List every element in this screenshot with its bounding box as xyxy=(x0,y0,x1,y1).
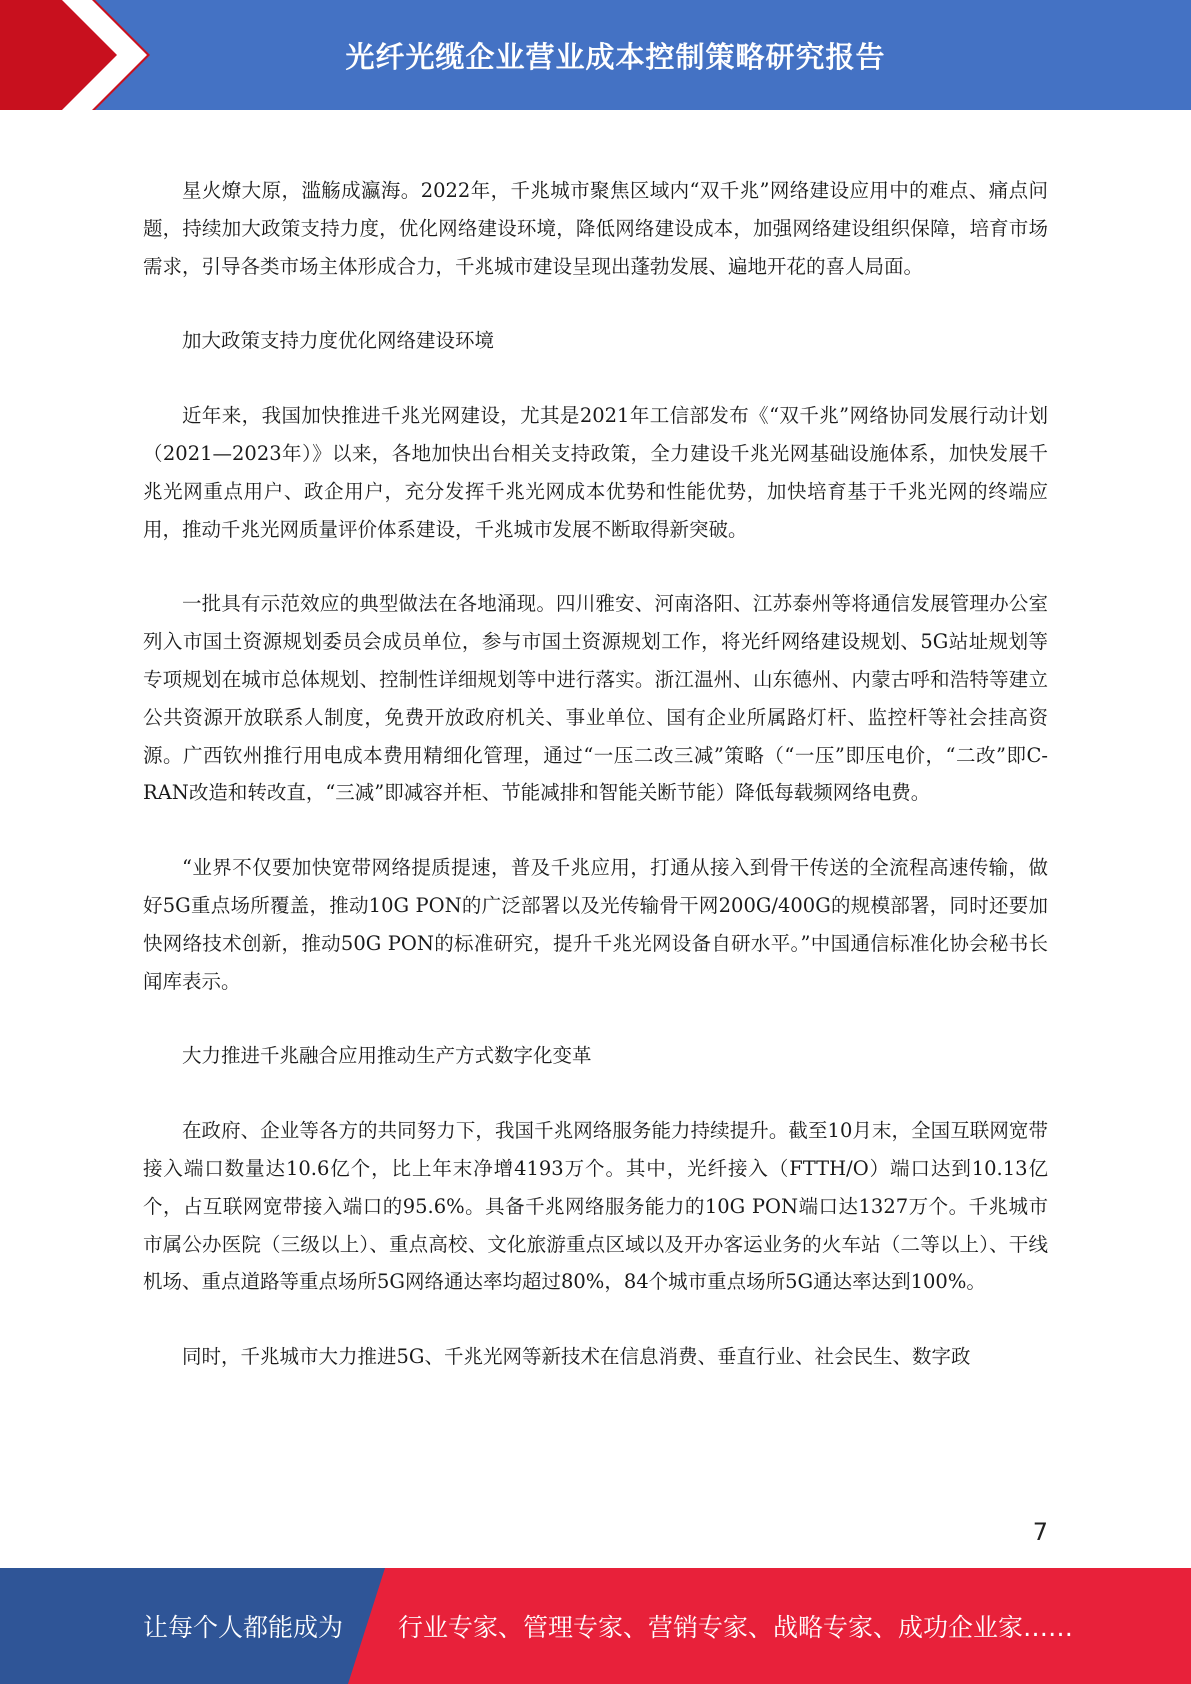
paragraph: 星火燎大原，滥觞成瀛海。2022年，千兆城市聚焦区域内“双千兆”网络建设应用中的难点、痛点问题，持续加大政策支持力度，优化网络建设环境，降低网络建设成本，加强网络建设组织保障，培育市场需求，引导各类市场主体形成合力，千兆城市建设呈现出蓬勃发展、遍地开花的喜人局面。 xyxy=(143,179,1048,278)
report-title: 光纤光缆企业营业成本控制策略研究报告 xyxy=(345,39,886,74)
paragraph: 在政府、企业等各方的共同努力下，我国千兆网络服务能力持续提升。截至10月末，全国互联网宽带接入端口数量达10.6亿个，比上年末净增4193万个。其中，光纤接入（FTTH/O）端口达到10.13亿个，占互联网宽带接入端口的95.6%。具备千兆网络服务能力的10G PON端口达1327万个。千兆城市市属公办医院（三级以上）、重点高校、文化旅游重点区域以及开办客运业务的火车站（二等以上）、干线机场、重点道路等重点场所5G网络通达率均超过80%，84个城市重点场所5G通达率达到100%。 xyxy=(143,1119,1048,1294)
footer-slogan-right: 行业专家、管理专家、营销专家、战略专家、成功企业家…… xyxy=(398,1613,1074,1642)
section-heading: 加大政策支持力度优化网络建设环境 xyxy=(182,329,495,353)
page-number: 7 xyxy=(1032,1518,1048,1546)
page-footer xyxy=(0,1568,1191,1684)
page-header xyxy=(0,0,1191,110)
paragraph: 同时，千兆城市大力推进5G、千兆光网等新技术在信息消费、垂直行业、社会民生、数字政 xyxy=(182,1345,971,1369)
article-body xyxy=(143,172,1048,1413)
header-chevron-icon xyxy=(0,0,160,110)
paragraph: “业界不仅要加快宽带网络提质提速，普及千兆应用，打通从接入到骨干传送的全流程高速传输，做好5G重点场所覆盖，推动10G PON的广泛部署以及光传输骨干网200G/400G的规模部署，同时还要加快网络技术创新，推动50G PON的标准研究，提升千兆光网设备自研水平。”中国通信标准化协会秘书长闻库表示。 xyxy=(143,856,1048,993)
paragraph: 一批具有示范效应的典型做法在各地涌现。四川雅安、河南洛阳、江苏泰州等将通信发展管理办公室列入市国土资源规划委员会成员单位，参与市国土资源规划工作，将光纤网络建设规划、5G站址规划等专项规划在城市总体规划、控制性详细规划等中进行落实。浙江温州、山东德州、内蒙古呼和浩特等建立公共资源开放联系人制度，免费开放政府机关、事业单位、国有企业所属路灯杆、监控杆等社会挂高资源。广西钦州推行用电成本费用精细化管理，通过“一压二改三减”策略（“一压”即压电价，“二改”即C-RAN改造和转改直，“三减”即减容并柜、节能减排和智能关断节能）降低每载频网络电费。 xyxy=(143,592,1048,805)
footer-slogan-left: 让每个人都能成为 xyxy=(143,1613,344,1642)
section-heading: 大力推进千兆融合应用推动生产方式数字化变革 xyxy=(182,1044,592,1068)
paragraph: 近年来，我国加快推进千兆光网建设，尤其是2021年工信部发布《“双千兆”网络协同发展行动计划（2021—2023年）》以来，各地加快出台相关支持政策，全力建设千兆光网基础设施体系，加快发展千兆光网重点用户、政企用户，充分发挥千兆光网成本优势和性能优势，加快培育基于千兆光网的终端应用，推动千兆光网质量评价体系建设，千兆城市发展不断取得新突破。 xyxy=(143,404,1048,541)
